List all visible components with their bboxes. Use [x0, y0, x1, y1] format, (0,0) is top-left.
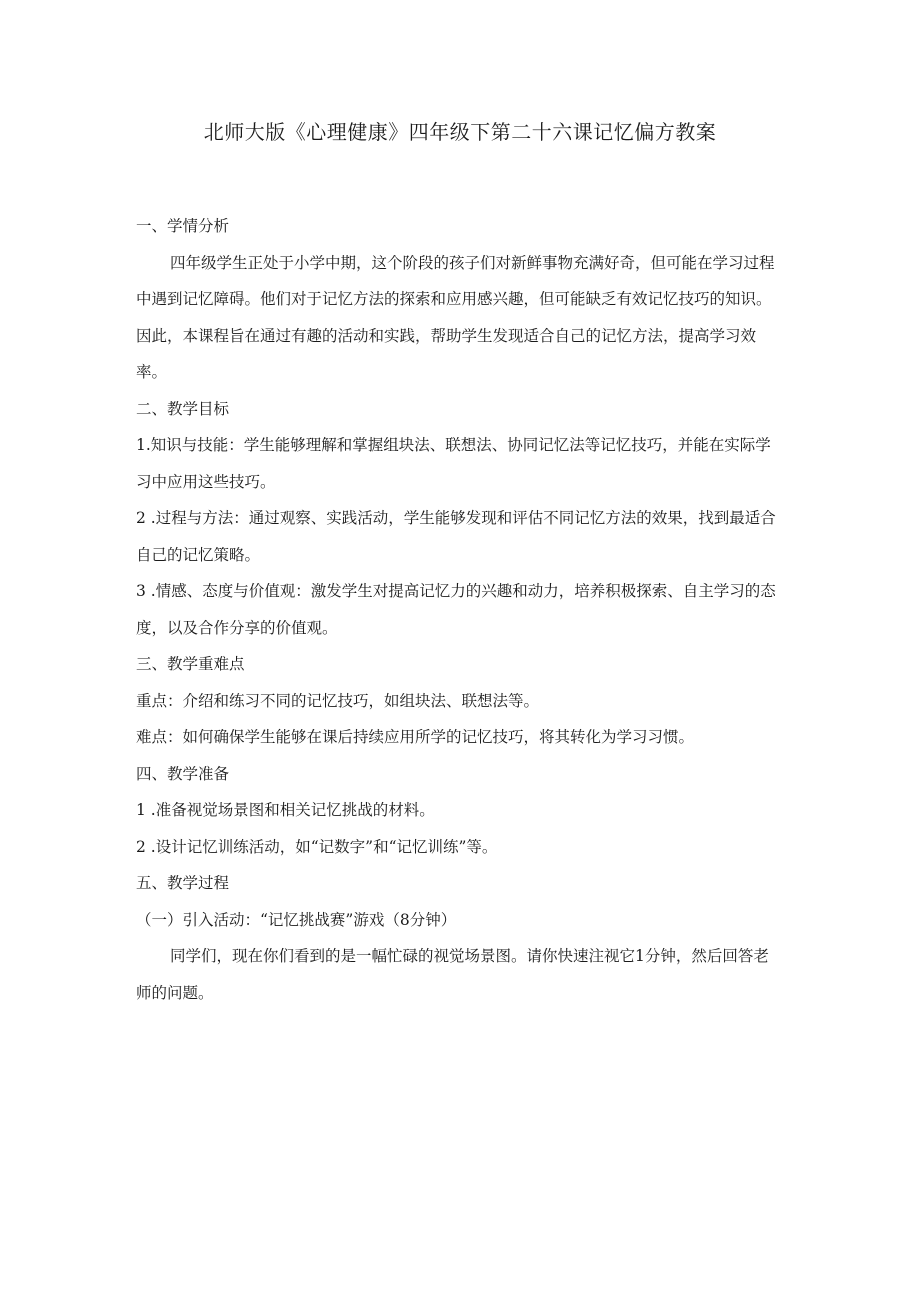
section-heading-key-points: 三、教学重难点: [136, 655, 245, 673]
difficulty-text: 难点：如何确保学生能够在课后持续应用所学的记忆技巧，将其转化为学习习惯。: [136, 728, 695, 746]
document-body: [136, 208, 776, 1011]
key-point-text: 重点：介绍和练习不同的记忆技巧，如组块法、联想法等。: [136, 691, 540, 710]
objective-item-attitude: 3 .情感、态度与价值观：激发学生对提高记忆力的兴趣和动力，培养积极探索、自主学习的态度，以及合作分享的价值观。: [136, 582, 776, 637]
section-heading-process: 五、教学过程: [136, 874, 230, 892]
process-subheading-intro: （一）引入活动：“记忆挑战赛”游戏（8分钟）: [136, 910, 457, 929]
process-paragraph-intro: 同学们，现在你们看到的是一幅忙碌的视觉场景图。请你快速注视它1分钟，然后回答老师的问题。: [136, 947, 769, 1002]
section-heading-preparation: 四、教学准备: [136, 764, 230, 783]
situation-paragraph: 四年级学生正处于小学中期，这个阶段的孩子们对新鲜事物充满好奇，但可能在学习过程中遇到记忆障碍。他们对于记忆方法的探索和应用感兴趣，但可能缺乏有效记忆技巧的知识。因此，本课程旨在通过有趣的活动和实践，帮助学生发现适合自己的记忆方法，提高学习效率。: [136, 253, 775, 381]
preparation-item-1: 1 .准备视觉场景图和相关记忆挑战的材料。: [136, 801, 435, 819]
section-heading-situation: 一、学情分析: [136, 217, 230, 235]
objective-item-knowledge: 1.知识与技能：学生能够理解和掌握组块法、联想法、协同记忆法等记忆技巧，并能在实际学习中应用这些技巧。: [136, 436, 771, 491]
section-heading-objectives: 二、教学目标: [136, 399, 230, 418]
objective-item-process: 2 .过程与方法：通过观察、实践活动，学生能够发现和评估不同记忆方法的效果，找到最适合自己的记忆策略。: [136, 509, 776, 564]
preparation-item-2: 2 .设计记忆训练活动，如“记数字”和“记忆训练”等。: [136, 837, 498, 856]
page-title: 北师大版《心理健康》四年级下第二十六课记忆偏方教案: [203, 120, 717, 144]
